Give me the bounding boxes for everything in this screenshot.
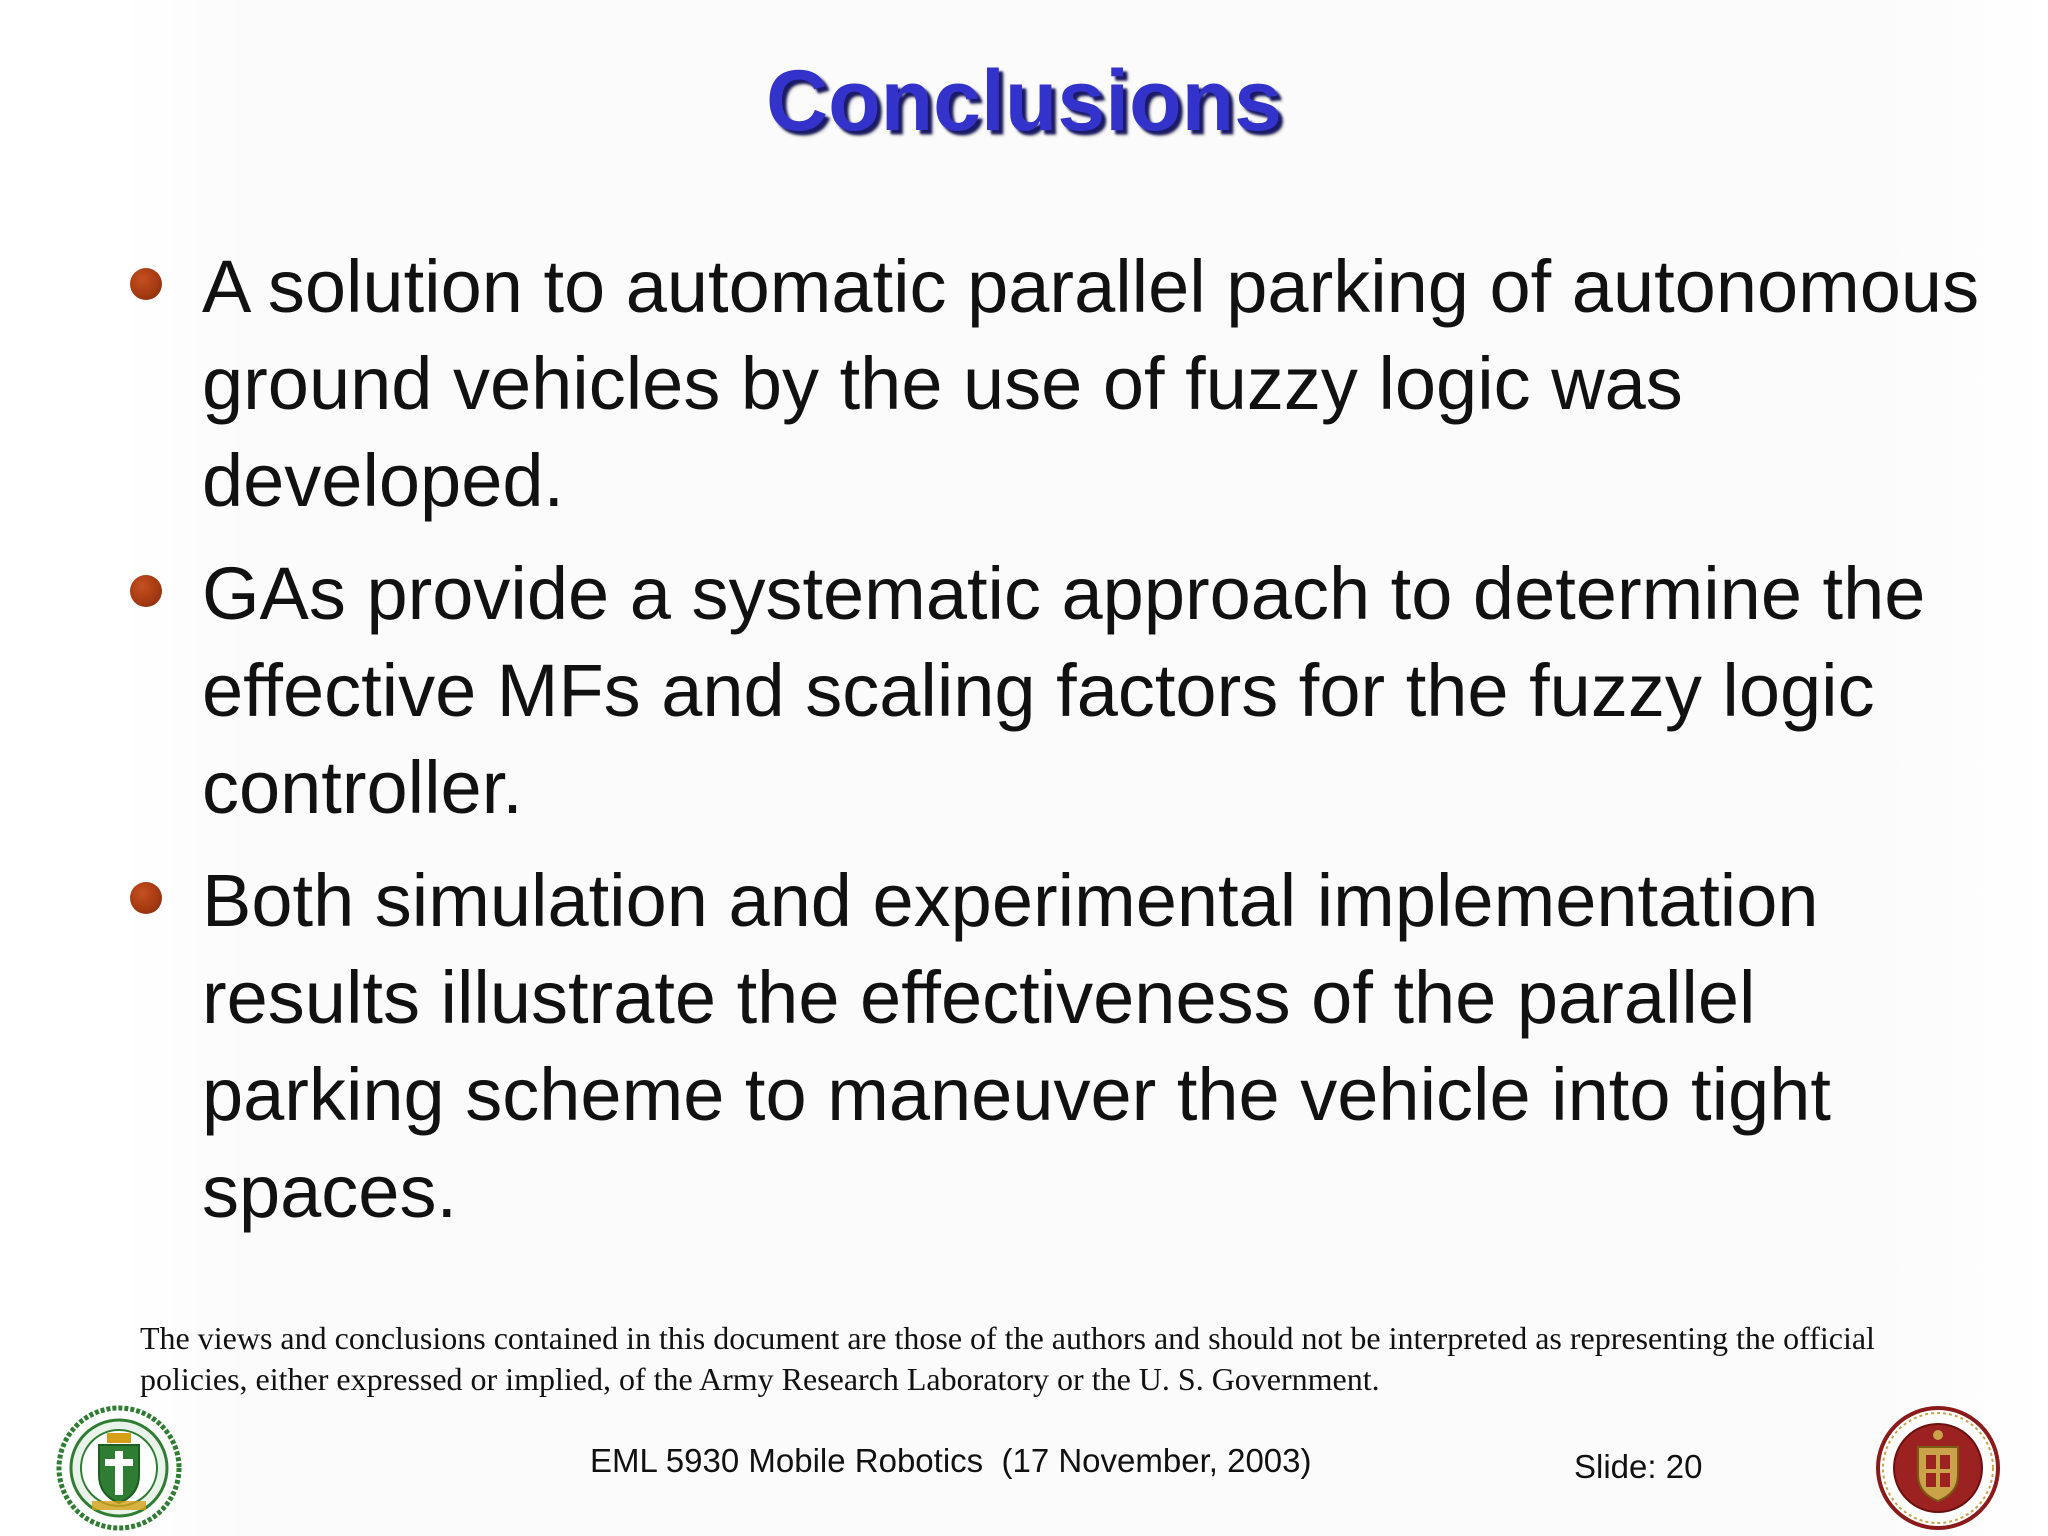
- bullet-text: A solution to automatic parallel parking of autonomous ground vehicles by the use of fuzzy logic was developed.: [202, 245, 1980, 522]
- bullet-list: [130, 238, 1990, 1256]
- bullet-dot-icon: [130, 882, 162, 914]
- bullet-dot-icon: [130, 268, 162, 300]
- famu-seal-icon: [52, 1405, 186, 1531]
- fsu-seal-icon: [1874, 1405, 2002, 1531]
- bullet-dot-icon: [130, 575, 162, 607]
- bullet-text: GAs provide a systematic approach to determine the effective MFs and scaling factors for the fuzzy logic controller.: [202, 552, 1926, 829]
- footer-course: EML 5930 Mobile Robotics (17 November, 2003): [590, 1442, 1312, 1479]
- bullet-item: [130, 852, 1990, 1240]
- disclaimer-text: The views and conclusions contained in this document are those of the authors and should not be interpreted as representing the official policies, either expressed or implied, of the Army Research Laboratory or the U. S. Government.: [140, 1320, 1875, 1397]
- slide-title: Conclusions: [765, 53, 1283, 149]
- bullet-item: [130, 545, 1990, 836]
- slide-number: Slide: 20: [1574, 1448, 1703, 1485]
- bullet-item: [130, 238, 1990, 529]
- bullet-text: Both simulation and experimental implementation results illustrate the effectiveness of the parallel parking scheme to maneuver the vehicle into tight spaces.: [202, 859, 1831, 1233]
